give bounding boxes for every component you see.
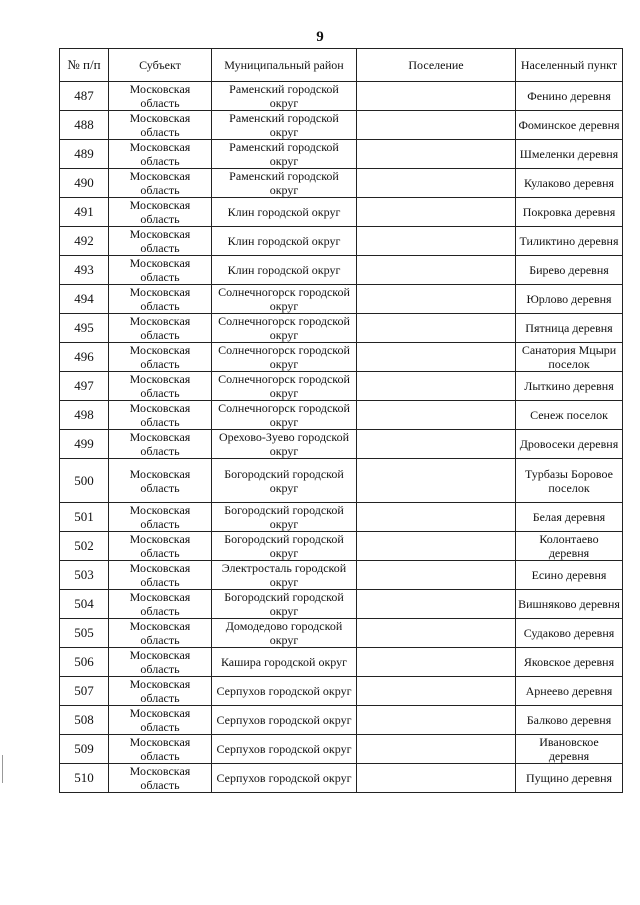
- cell-subject: Московская область: [109, 430, 212, 459]
- header-row: [60, 49, 623, 82]
- cell-num: 493: [60, 256, 109, 285]
- table-row: [60, 619, 623, 648]
- header-num: № п/п: [60, 49, 109, 82]
- cell-locality: Покровка деревня: [516, 198, 623, 227]
- cell-locality: Арнеево деревня: [516, 677, 623, 706]
- cell-settlement: [357, 111, 516, 140]
- cell-num: 496: [60, 343, 109, 372]
- cell-locality: Балково деревня: [516, 706, 623, 735]
- cell-locality: Фенино деревня: [516, 82, 623, 111]
- table-row: [60, 227, 623, 256]
- cell-num: 495: [60, 314, 109, 343]
- cell-district: Раменский городской округ: [212, 111, 357, 140]
- cell-num: 492: [60, 227, 109, 256]
- cell-district: Клин городской округ: [212, 198, 357, 227]
- cell-district: Клин городской округ: [212, 227, 357, 256]
- scan-artifact: [2, 755, 3, 783]
- settlements-table: [59, 48, 623, 793]
- cell-settlement: [357, 706, 516, 735]
- cell-num: 489: [60, 140, 109, 169]
- cell-district: Раменский городской округ: [212, 140, 357, 169]
- cell-locality: Дровосеки деревня: [516, 430, 623, 459]
- cell-settlement: [357, 561, 516, 590]
- cell-subject: Московская область: [109, 372, 212, 401]
- cell-locality: Пущино деревня: [516, 764, 623, 793]
- table-row: [60, 314, 623, 343]
- cell-locality: Яковское деревня: [516, 648, 623, 677]
- cell-subject: Московская область: [109, 314, 212, 343]
- cell-subject: Московская область: [109, 619, 212, 648]
- table-row: [60, 532, 623, 561]
- cell-locality: Пятница деревня: [516, 314, 623, 343]
- table-row: [60, 735, 623, 764]
- cell-subject: Московская область: [109, 198, 212, 227]
- cell-district: Серпухов городской округ: [212, 764, 357, 793]
- cell-settlement: [357, 372, 516, 401]
- cell-settlement: [357, 227, 516, 256]
- cell-num: 507: [60, 677, 109, 706]
- table-row: [60, 590, 623, 619]
- cell-district: Электросталь городской округ: [212, 561, 357, 590]
- cell-settlement: [357, 459, 516, 503]
- cell-district: Серпухов городской округ: [212, 706, 357, 735]
- cell-settlement: [357, 430, 516, 459]
- cell-settlement: [357, 169, 516, 198]
- cell-district: Раменский городской округ: [212, 82, 357, 111]
- cell-district: Богородский городской округ: [212, 532, 357, 561]
- cell-subject: Московская область: [109, 401, 212, 430]
- cell-district: Солнечногорск городской округ: [212, 343, 357, 372]
- cell-settlement: [357, 764, 516, 793]
- cell-settlement: [357, 285, 516, 314]
- table-row: [60, 561, 623, 590]
- cell-district: Раменский городской округ: [212, 169, 357, 198]
- cell-settlement: [357, 82, 516, 111]
- cell-num: 510: [60, 764, 109, 793]
- table-row: [60, 256, 623, 285]
- cell-subject: Московская область: [109, 764, 212, 793]
- cell-num: 498: [60, 401, 109, 430]
- cell-district: Богородский городской округ: [212, 590, 357, 619]
- cell-settlement: [357, 343, 516, 372]
- header-settlement: Поселение: [357, 49, 516, 82]
- cell-district: Серпухов городской округ: [212, 677, 357, 706]
- cell-subject: Московская область: [109, 343, 212, 372]
- cell-locality: Кулаково деревня: [516, 169, 623, 198]
- cell-locality: Тиликтино деревня: [516, 227, 623, 256]
- cell-locality: Есино деревня: [516, 561, 623, 590]
- table-row: [60, 459, 623, 503]
- cell-district: Солнечногорск городской округ: [212, 285, 357, 314]
- table-row: [60, 111, 623, 140]
- cell-settlement: [357, 677, 516, 706]
- cell-settlement: [357, 401, 516, 430]
- cell-subject: Московская область: [109, 285, 212, 314]
- cell-district: Домодедово городской округ: [212, 619, 357, 648]
- table-row: [60, 343, 623, 372]
- cell-subject: Московская область: [109, 561, 212, 590]
- page-number: 9: [316, 29, 324, 45]
- cell-settlement: [357, 735, 516, 764]
- table-row: [60, 401, 623, 430]
- cell-locality: Санатория Мцыри поселок: [516, 343, 623, 372]
- cell-num: 508: [60, 706, 109, 735]
- cell-subject: Московская область: [109, 140, 212, 169]
- cell-num: 506: [60, 648, 109, 677]
- cell-num: 494: [60, 285, 109, 314]
- table-row: [60, 169, 623, 198]
- cell-settlement: [357, 198, 516, 227]
- cell-district: Орехово-Зуево городской округ: [212, 430, 357, 459]
- cell-num: 505: [60, 619, 109, 648]
- cell-num: 497: [60, 372, 109, 401]
- table-row: [60, 285, 623, 314]
- cell-subject: Московская область: [109, 169, 212, 198]
- cell-subject: Московская область: [109, 590, 212, 619]
- cell-num: 488: [60, 111, 109, 140]
- cell-num: 509: [60, 735, 109, 764]
- cell-district: Клин городской округ: [212, 256, 357, 285]
- cell-subject: Московская область: [109, 706, 212, 735]
- cell-settlement: [357, 648, 516, 677]
- cell-locality: Судаково деревня: [516, 619, 623, 648]
- cell-district: Солнечногорск городской округ: [212, 372, 357, 401]
- table-row: [60, 677, 623, 706]
- cell-locality: Шмеленки деревня: [516, 140, 623, 169]
- table-row: [60, 706, 623, 735]
- cell-subject: Московская область: [109, 677, 212, 706]
- cell-settlement: [357, 314, 516, 343]
- cell-locality: Вишняково деревня: [516, 590, 623, 619]
- cell-district: Солнечногорск городской округ: [212, 314, 357, 343]
- cell-locality: Юрлово деревня: [516, 285, 623, 314]
- header-locality: Населенный пункт: [516, 49, 623, 82]
- table-header: [60, 49, 623, 82]
- table-row: [60, 82, 623, 111]
- cell-locality: Турбазы Боровое поселок: [516, 459, 623, 503]
- cell-locality: Фоминское деревня: [516, 111, 623, 140]
- cell-settlement: [357, 532, 516, 561]
- cell-num: 504: [60, 590, 109, 619]
- cell-district: Богородский городской округ: [212, 503, 357, 532]
- table-body: [60, 82, 623, 793]
- table-row: [60, 372, 623, 401]
- cell-subject: Московская область: [109, 503, 212, 532]
- cell-locality: Ивановское деревня: [516, 735, 623, 764]
- cell-subject: Московская область: [109, 735, 212, 764]
- table-row: [60, 140, 623, 169]
- cell-num: 503: [60, 561, 109, 590]
- cell-locality: Бирево деревня: [516, 256, 623, 285]
- cell-settlement: [357, 140, 516, 169]
- cell-locality: Колонтаево деревня: [516, 532, 623, 561]
- cell-num: 501: [60, 503, 109, 532]
- cell-settlement: [357, 590, 516, 619]
- cell-num: 499: [60, 430, 109, 459]
- cell-num: 491: [60, 198, 109, 227]
- cell-num: 490: [60, 169, 109, 198]
- table-row: [60, 198, 623, 227]
- cell-subject: Московская область: [109, 648, 212, 677]
- cell-district: Серпухов городской округ: [212, 735, 357, 764]
- cell-num: 502: [60, 532, 109, 561]
- table-row: [60, 648, 623, 677]
- cell-locality: Лыткино деревня: [516, 372, 623, 401]
- cell-locality: Белая деревня: [516, 503, 623, 532]
- cell-settlement: [357, 619, 516, 648]
- cell-subject: Московская область: [109, 256, 212, 285]
- cell-district: Солнечногорск городской округ: [212, 401, 357, 430]
- cell-locality: Сенеж поселок: [516, 401, 623, 430]
- cell-district: Кашира городской округ: [212, 648, 357, 677]
- cell-subject: Московская область: [109, 532, 212, 561]
- cell-num: 487: [60, 82, 109, 111]
- header-subject: Субъект: [109, 49, 212, 82]
- cell-num: 500: [60, 459, 109, 503]
- cell-settlement: [357, 503, 516, 532]
- cell-subject: Московская область: [109, 459, 212, 503]
- cell-district: Богородский городской округ: [212, 459, 357, 503]
- cell-subject: Московская область: [109, 111, 212, 140]
- cell-subject: Московская область: [109, 227, 212, 256]
- cell-settlement: [357, 256, 516, 285]
- header-district: Муниципальный район: [212, 49, 357, 82]
- table-row: [60, 764, 623, 793]
- table-row: [60, 503, 623, 532]
- cell-subject: Московская область: [109, 82, 212, 111]
- table-row: [60, 430, 623, 459]
